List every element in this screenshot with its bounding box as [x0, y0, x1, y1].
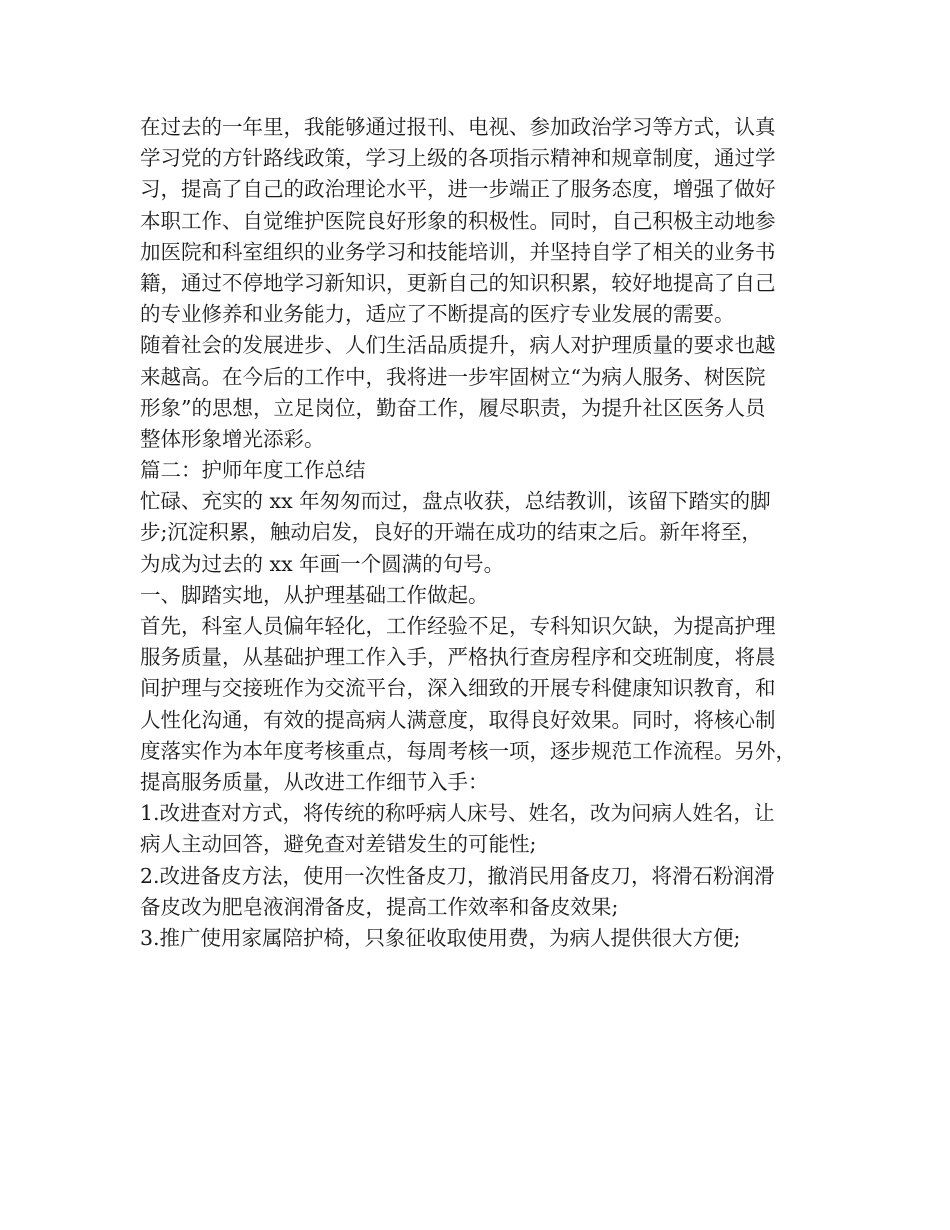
text-line: 篇二：护师年度工作总结	[140, 458, 366, 483]
paragraph-first	[140, 611, 820, 798]
paragraph-intro	[140, 486, 820, 580]
document-page	[140, 112, 820, 954]
text-line: 首先，科室人员偏年轻化，工作经验不足，专科知识欠缺，为提高护理	[140, 614, 776, 638]
text-line: 整体形象增光添彩。	[140, 426, 325, 451]
text-line: 随着社会的发展进步、人们生活品质提升，病人对护理质量的要求也越	[140, 333, 776, 358]
text-line: 一、脚踏实地，从护理基础工作做起。	[140, 582, 489, 607]
text-line: 病人主动回答，避免查对差错发生的可能性;	[140, 832, 537, 857]
text-line: 籍，通过不停地学习新知识，更新自己的知识积累，较好地提高了自己	[140, 270, 776, 295]
list-item-2	[140, 861, 820, 923]
text-line: 为成为过去的 xx 年画一个圆满的句号。	[140, 551, 505, 576]
list-item-3	[140, 923, 820, 954]
text-line: 备皮改为肥皂液润滑备皮，提高工作效率和备皮效果;	[140, 894, 619, 919]
text-line: 服务质量，从基础护理工作入手，严格执行查房程序和交班制度，将晨	[140, 645, 776, 670]
text-line: 3.推广使用家属陪护椅，只象征收取使用费，为病人提供很大方便;	[140, 925, 741, 950]
list-item-1	[140, 798, 820, 860]
text-line: 来越高。在今后的工作中，我将进一步牢固树立“为病人服务、树医院	[140, 364, 766, 389]
section-title	[140, 455, 820, 486]
text-line: 度落实作为本年度考核重点，每周考核一项，逐步规范工作流程。另外，	[140, 738, 796, 763]
text-line: 2.改进备皮方法，使用一次性备皮刀，撤消民用备皮刀，将滑石粉润滑	[140, 863, 775, 888]
text-line: 的专业修养和业务能力，适应了不断提高的医疗专业发展的需要。	[140, 302, 735, 327]
text-line: 间护理与交接班作为交流平台，深入细致的开展专科健康知识教育，和	[140, 676, 776, 701]
text-line: 本职工作、自觉维护医院良好形象的积极性。同时，自己积极主动地参	[140, 208, 776, 233]
text-line: 1.改进查对方式，将传统的称呼病人床号、姓名，改为问病人姓名，让	[140, 801, 775, 826]
text-line: 忙碌、充实的 xx 年匆匆而过，盘点收获，总结教训，该留下踏实的脚	[140, 489, 771, 514]
text-line: 在过去的一年里，我能够通过报刊、电视、参加政治学习等方式，认真	[140, 115, 776, 139]
text-line: 提高服务质量，从改进工作细节入手：	[140, 769, 489, 794]
text-line: 加医院和科室组织的业务学习和技能培训，并坚持自学了相关的业务书	[140, 239, 776, 264]
section-heading	[140, 580, 820, 611]
text-line: 人性化沟通，有效的提高病人满意度，取得良好效果。同时，将核心制	[140, 707, 776, 732]
paragraph-political-study	[140, 112, 820, 330]
text-line: 学习党的方针路线政策，学习上级的各项指示精神和规章制度，通过学	[140, 146, 776, 171]
text-line: 步;沉淀积累，触动启发，良好的开端在成功的结束之后。新年将至，	[140, 520, 762, 545]
text-line: 习，提高了自己的政治理论水平，进一步端正了服务态度，增强了做好	[140, 177, 776, 202]
paragraph-outlook	[140, 330, 820, 455]
text-line: 形象”的思想，立足岗位，勤奋工作，履尽职责，为提升社区医务人员	[140, 395, 766, 420]
